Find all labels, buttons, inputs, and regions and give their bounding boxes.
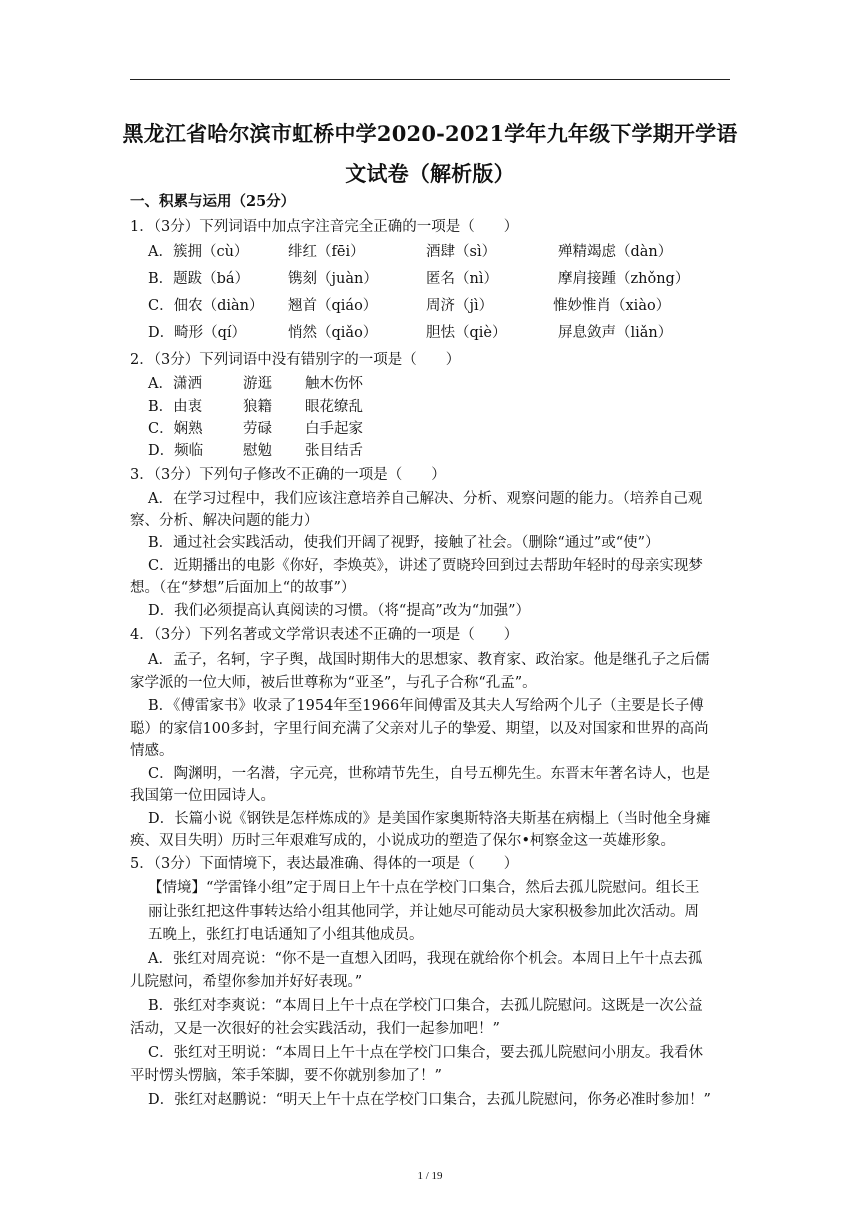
document-title-line-2: 文试卷（解析版） [345,161,515,186]
q3-option-c-cont: 想。（在“梦想”后面加上“的故事”） [130,580,356,596]
page-number: 1 / 19 [417,1170,443,1182]
section-heading: 一、积累与运用（25分） [130,193,296,210]
q1-stem: 1．（3分）下列词语中加点字注音完全正确的一项是（ ） [130,219,519,235]
q5-option-a-cont: 儿院慰问，希望你参加并好好表现。” [130,974,363,990]
q4-option-a: A．孟子，名轲，字子舆，战国时期伟大的思想家、教育家、政治家。他是继孔子之后儒 [148,652,710,668]
q5-option-a: A．张红对周亮说：“你不是一直想入团吗，我现在就给你个机会。本周日上午十点去孤 [148,951,703,967]
q5-stem: 5．（3分）下面情境下，表达最准确、得体的一项是（ ） [130,856,519,872]
q3-option-b: B．通过社会实践活动，使我们开阔了视野，接触了社会。（删除“通过”或“使”） [148,535,660,551]
q4-option-c-cont: 我国第一位田园诗人。 [130,788,275,804]
q4-option-b: B．《傅雷家书》收录了1954年至1966年间傅雷及其夫人写给两个儿子（主要是长子傅 [148,698,704,714]
q4-option-d-cont: 痪、双目失明）历时三年艰难写成的，小说成功的塑造了保尔•柯察金这一英雄形象。 [130,833,676,849]
q5-option-b: B．张红对李爽说：“本周日上午十点在学校门口集合，去孤儿院慰问。这既是一次公益 [148,998,703,1014]
q5-context-cont: 丽让张红把这件事转达给小组其他同学，并让她尽可能动员大家积极参加此次活动。周 [148,904,699,920]
document-page: 黑龙江省哈尔滨市虹桥中学2020-2021学年九年级下学期开学语 文试卷（解析版） 一、积累与运用（25分） 1．（3分）下列词语中加点字注音完全正确的一项是（ ） A．簇拥（cù） 绯红（fēi） 酒肆（sì） 殚精竭虑（dàn） B．题跋（bá） 镌刻（juàn） 匿名（nì） 摩肩接踵（zhǒng） C．佃农（diàn） 翘首（qiáo） 周济（jì） 惟妙惟肖（xiào） D．畸形（qí） 悄然（qiǎo） 胆怯（qiè） 屏息敛声（liǎn） 2．（3分）下列词语中没有错别字的一项是（ ） A．潇洒 游逛 触木伤怀 B．由衷 狼籍 眼花缭乱 C．娴熟 劳碌 白手起家 D．频临 慰勉 张目结舌 3．（3分）下列句子修改不正确的一项是（ ） A．在学习过程中，我们应该注意培养自己解决、分析、观察问题的能力。（培养自己观 察、分析、解决问题的能力） B．通过社会实践活动，使我们开阔了视野，接触了社会。（删除“通过”或“使”） C．近期播出的电影《你好，李焕英》，讲述了贾晓玲回到过去帮助年轻时的母亲实现梦 想。（在“梦想”后面加上“的故事”） D．我们必须提高认真阅读的习惯。（将“提高”改为“加强”） 4．（3分）下列名著或文学常识表述不正确的一项是（ ） A．孟子，名轲，字子舆，战国时期伟大的思想家、教育家、政治家。他是继孔子之后儒 家学派的一位大师，被后世尊称为“亚圣”，与孔子合称“孔孟”。 B．《傅雷家书》收录了1954年至1966年间傅雷及其夫人写给两个儿子（主要是长子傅 聪）的家信100多封，字里行间充满了父亲对儿子的挚爱、期望，以及对国家和世界的高尚 情感。 C．陶渊明，一名潜，字元亮，世称靖节先生，自号五柳先生。东晋末年著名诗人，也是 我国第一位田园诗人。 D．长篇小说《钢铁是怎样炼成的》是美国作家奥斯特洛夫斯基在病榻上（当时他全身瘫 痪、双目失明）历时三年艰难写成的，小说成功的塑造了保尔•柯察金这一英雄形象。 5．（3分）下面情境下，表达最准确、得体的一项是（ ） 【情境】“学雷锋小组”定于周日上午十点在学校门口集合，然后去孤儿院慰问。组长王 丽让张红把这件事转达给小组其他同学，并让她尽可能动员大家积极参加此次活动。周 五晚上，张红打电话通知了小组其他成员。 A．张红对周亮说：“你不是一直想入团吗，我现在就给你个机会。本周日上午十点去孤 儿院慰问，希望你参加并好好表现。” B．张红对李爽说：“本周日上午十点在学校门口集合，去孤儿院慰问。这既是一次公益 活动，又是一次很好的社会实践活动，我们一起参加吧！” C．张红对王明说：“本周日上午十点在学校门口集合，要去孤儿院慰问小朋友。我看休 平时愣头愣脑，笨手笨脚，要不你就别参加了！” D．张红对赵鹏说：“明天上午十点在学校门口集合，去孤儿院慰问，你务必准时参加！” 1 / 19 [0,0,860,1216]
q5-option-b-cont: 活动，又是一次很好的社会实践活动，我们一起参加吧！” [130,1021,500,1037]
q3-option-a: A．在学习过程中，我们应该注意培养自己解决、分析、观察问题的能力。（培养自己观 [148,491,703,507]
header-rule [130,79,730,80]
q4-stem: 4．（3分）下列名著或文学常识表述不正确的一项是（ ） [130,627,519,643]
q3-option-c: C．近期播出的电影《你好，李焕英》，讲述了贾晓玲回到过去帮助年轻时的母亲实现梦 [148,558,703,574]
q4-option-b-cont2: 情感。 [130,743,174,759]
q2-stem: 2．（3分）下列词语中没有错别字的一项是（ ） [130,352,461,368]
q5-context: 【情境】“学雷锋小组”定于周日上午十点在学校门口集合，然后去孤儿院慰问。组长王 [148,880,700,896]
q4-option-d: D．长篇小说《钢铁是怎样炼成的》是美国作家奥斯特洛夫斯基在病榻上（当时他全身瘫 [148,811,711,827]
q4-option-b-cont: 聪）的家信100多封，字里行间充满了父亲对儿子的挚爱、期望，以及对国家和世界的高尚 [130,721,709,737]
q3-stem: 3．（3分）下列句子修改不正确的一项是（ ） [130,467,446,483]
q4-option-c: C．陶渊明，一名潜，字元亮，世称靖节先生，自号五柳先生。东晋末年著名诗人，也是 [148,766,711,782]
q3-option-a-cont: 察、分析、解决问题的能力） [130,513,319,529]
q3-option-d: D．我们必须提高认真阅读的习惯。（将“提高”改为“加强”） [148,603,531,619]
q5-option-c: C．张红对王明说：“本周日上午十点在学校门口集合，要去孤儿院慰问小朋友。我看休 [148,1045,704,1061]
q4-option-a-cont: 家学派的一位大师，被后世尊称为“亚圣”，与孔子合称“孔孟”。 [130,675,537,691]
document-title-line-1: 黑龙江省哈尔滨市虹桥中学2020-2021学年九年级下学期开学语 [122,121,738,146]
q5-option-d: D．张红对赵鹏说：“明天上午十点在学校门口集合，去孤儿院慰问，你务必准时参加！” [148,1092,711,1108]
q5-context-cont2: 五晚上，张红打电话通知了小组其他成员。 [148,927,424,943]
q5-option-c-cont: 平时愣头愣脑，笨手笨脚，要不你就别参加了！” [130,1068,442,1084]
